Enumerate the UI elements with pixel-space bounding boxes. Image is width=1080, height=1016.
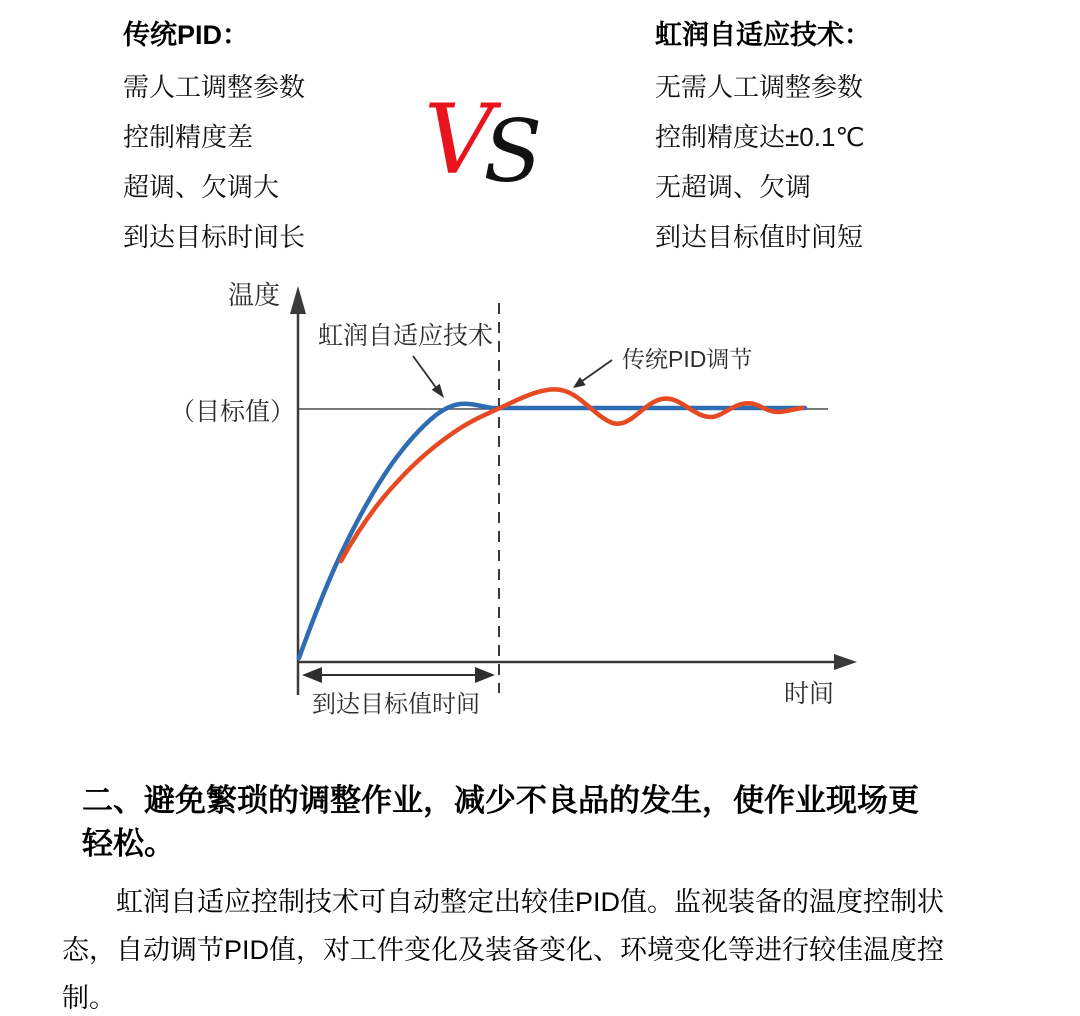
reach-time-label: 到达目标值时间 (312, 691, 480, 718)
adaptive-annotation-label: 虹润自适应技术 (318, 322, 494, 350)
section-heading-line: 轻松。 (82, 826, 175, 861)
adaptive-tech-item: 无超调、欠调 (655, 172, 812, 202)
adaptive-tech-item: 到达目标值时间短 (655, 222, 864, 252)
traditional-pid-column (123, 10, 305, 262)
adaptive-annotation-arrow (413, 356, 437, 389)
vs-letter-v: V (424, 84, 494, 196)
adaptive-tech-item: 控制精度达±0.1℃ (655, 122, 865, 152)
traditional-pid-title: 传统PID： (123, 20, 250, 50)
paragraph-line: 虹润自适应控制技术可自动整定出较佳PID值。监视装备的温度控制状 (116, 887, 945, 917)
y-axis-label: 温度 (227, 280, 281, 310)
adaptive-annotation-arrowhead-icon (432, 384, 444, 398)
pid-curve (341, 389, 802, 561)
traditional-pid-item: 超调、欠调大 (123, 172, 280, 202)
traditional-pid-item: 需人工调整参数 (123, 72, 306, 102)
section-paragraph (62, 878, 1022, 1016)
target-value-label: （目标值） (169, 398, 295, 426)
vs-mark (424, 84, 543, 202)
temperature-time-chart (0, 270, 1080, 730)
traditional-pid-item: 控制精度差 (123, 122, 254, 152)
pid-annotation-arrow (578, 360, 612, 384)
traditional-pid-item: 到达目标时间长 (123, 222, 306, 252)
x-axis-arrow-icon (834, 654, 857, 670)
section-heading-line: 二、避免繁琐的调整作业，减少不良品的发生，使作业现场更 (82, 783, 919, 818)
adaptive-curve (299, 404, 805, 658)
pid-annotation-label: 传统PID调节 (622, 346, 753, 372)
y-axis-arrow-icon (290, 286, 306, 314)
paragraph-line: 态，自动调节PID值，对工件变化及装备变化、环境变化等进行较佳温度控 (62, 935, 945, 965)
pid-annotation-arrowhead-icon (573, 377, 586, 388)
reach-time-left-arrowhead-icon (302, 667, 322, 683)
section-heading (82, 779, 1012, 865)
paragraph-line: 制。 (62, 983, 116, 1013)
reach-time-right-arrowhead-icon (475, 667, 495, 683)
adaptive-tech-column (655, 10, 871, 262)
adaptive-tech-title: 虹润自适应技术： (655, 20, 871, 50)
adaptive-tech-item: 无需人工调整参数 (655, 72, 864, 102)
x-axis-label: 时间 (784, 680, 835, 708)
vs-letter-s: S (483, 102, 543, 202)
